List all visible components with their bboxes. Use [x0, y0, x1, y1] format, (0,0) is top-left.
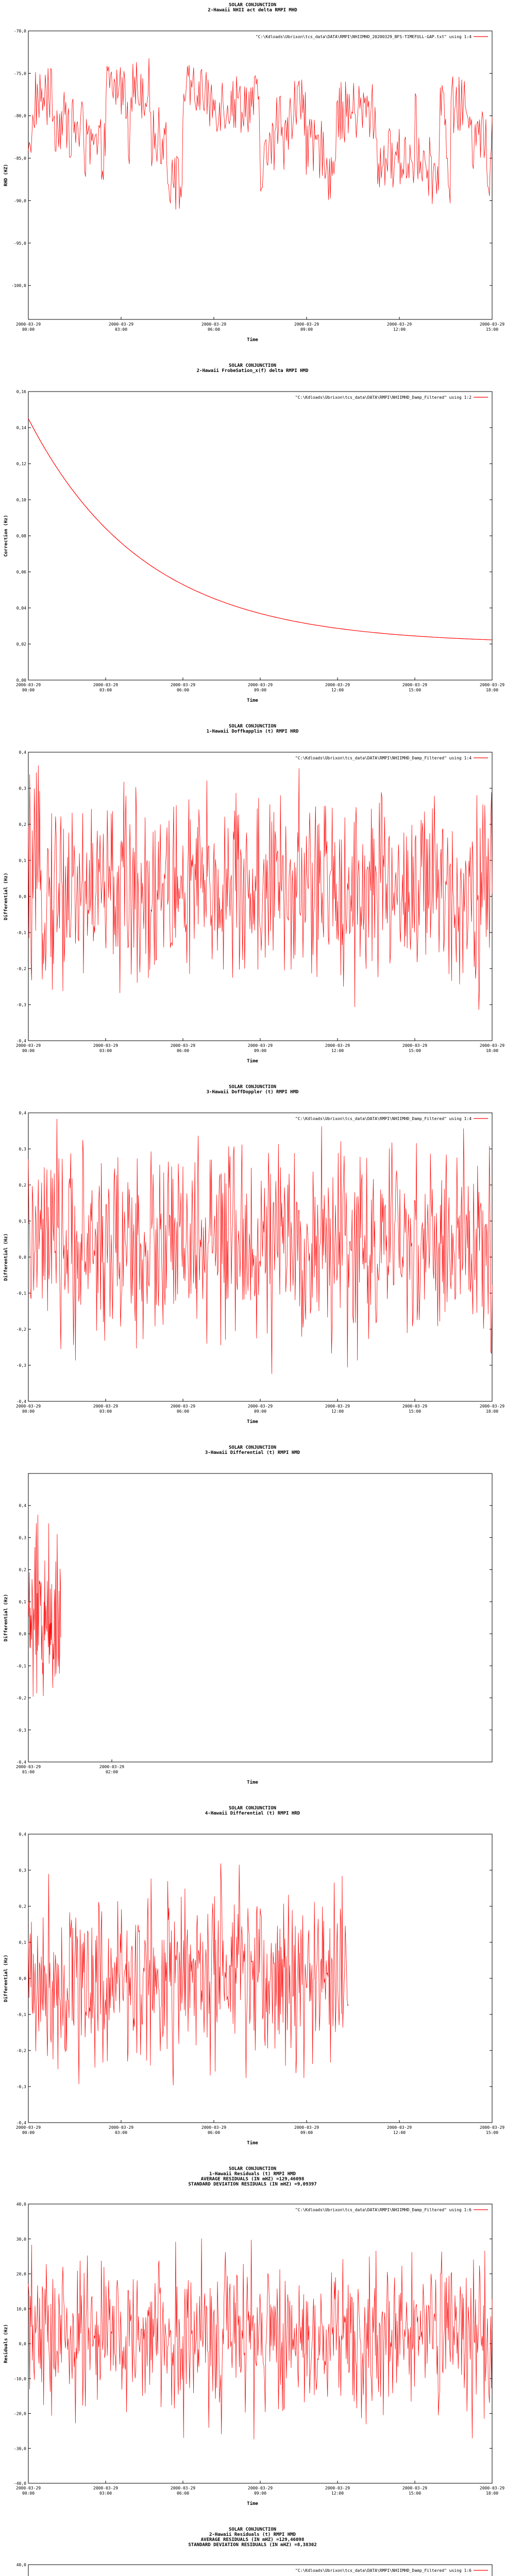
- y-tick-label: 0,0: [19, 1255, 26, 1260]
- x-tick-label: 2000-03-29: [15, 1043, 41, 1048]
- x-tick-label: 00:00: [22, 327, 35, 332]
- x-tick-label: 00:00: [22, 688, 35, 692]
- x-tick-label: 2000-03-29: [93, 683, 119, 687]
- x-tick-label: 12:00: [331, 1409, 344, 1414]
- x-tick-label: 03:00: [99, 1048, 112, 1053]
- x-tick-label: 18:00: [485, 1409, 499, 1414]
- x-tick-label: 2000-03-29: [93, 2486, 119, 2490]
- series-line: [28, 58, 492, 210]
- x-tick-label: 2000-03-29: [247, 1043, 273, 1048]
- y-tick-label: 0,3: [19, 1868, 26, 1873]
- y-tick-label: 10,0: [16, 2307, 26, 2312]
- x-tick-label: 01:00: [22, 1770, 35, 1774]
- y-tick-label: -0,3: [16, 1727, 26, 1733]
- chart-title-line: AVERAGE RESIDUALS (IN mHZ) =129,46098: [200, 2537, 305, 2543]
- y-tick-label: 0,3: [19, 1535, 26, 1540]
- x-tick-label: 2000-03-29: [294, 2125, 319, 2130]
- y-axis-label: Differential (Hz): [4, 1954, 9, 2003]
- x-axis-label: Time: [247, 1059, 258, 1064]
- chart-title-line: SOLAR CONJUNCTION: [228, 1445, 277, 1450]
- x-tick-label: 2000-03-29: [479, 683, 505, 687]
- chart-title-line: SOLAR CONJUNCTION: [228, 2166, 277, 2172]
- chart-title-line: AVERAGE RESIDUALS (IN mHZ) =129,46098: [200, 2177, 305, 2182]
- x-tick-label: 2000-03-29: [170, 1043, 196, 1048]
- y-tick-label: -90,0: [13, 198, 26, 204]
- x-tick-label: 2000-03-29: [170, 683, 196, 687]
- y-axis-label: Residuals (Hz): [4, 2324, 9, 2363]
- series-line: [28, 419, 492, 640]
- y-tick-label: -70,0: [13, 29, 26, 33]
- y-tick-label: -0,4: [16, 1039, 26, 1043]
- x-tick-label: 06:00: [207, 327, 221, 332]
- x-tick-label: 09:00: [254, 1409, 267, 1414]
- y-tick-label: -0,1: [16, 2012, 26, 2017]
- y-tick-label: 0,1: [19, 1219, 26, 1224]
- x-tick-label: 00:00: [22, 1048, 35, 1053]
- x-tick-label: 12:00: [331, 1048, 344, 1053]
- x-tick-label: 03:00: [99, 1409, 112, 1414]
- x-tick-label: 15:00: [485, 2130, 499, 2135]
- y-tick-label: 0,0: [19, 1976, 26, 1981]
- y-axis-label: Differential (Hz): [4, 872, 9, 921]
- series-line: [28, 766, 492, 1010]
- x-tick-label: 06:00: [207, 2130, 221, 2135]
- x-tick-label: 12:00: [331, 2491, 344, 2496]
- chart-panel-8: [0, 2524, 505, 2576]
- x-tick-label: 09:00: [300, 2130, 313, 2135]
- y-tick-label: -0,2: [16, 1696, 26, 1701]
- y-tick-label: -85,0: [13, 156, 26, 161]
- x-tick-label: 2000-03-29: [402, 1404, 428, 1409]
- x-tick-label: 09:00: [254, 2491, 267, 2496]
- x-tick-label: 2000-03-29: [15, 2125, 41, 2130]
- chart-title-line: STANDARD DEVIATION RESIDUALS (IN mHZ) =9,09397: [188, 2182, 317, 2187]
- y-axis-label: Correction (Hz): [4, 515, 9, 557]
- y-tick-label: -0,1: [16, 1291, 26, 1296]
- series-line: [28, 1515, 61, 1697]
- y-tick-label: 40,0: [16, 2563, 26, 2567]
- chart-svg-4: [0, 1082, 505, 1443]
- legend-entry: "C:\Kdloads\Ubrixon\tcs_data\DATA\RMPI\NHIIMHD_Damp_Filtered" using 1:4: [295, 756, 472, 760]
- y-tick-label: -0,2: [16, 2048, 26, 2053]
- chart-panel-1: [0, 0, 505, 361]
- y-tick-label: 0,4: [19, 1111, 26, 1115]
- y-tick-label: -0,3: [16, 1003, 26, 1007]
- x-tick-label: 2000-03-29: [325, 1404, 350, 1409]
- y-tick-label: -0,3: [16, 2084, 26, 2089]
- x-axis-label: Time: [247, 2501, 258, 2506]
- y-tick-label: -75,0: [13, 71, 26, 76]
- x-axis-label: Time: [247, 2141, 258, 2146]
- x-tick-label: 2000-03-29: [386, 2125, 412, 2130]
- chart-title-line: 2-Hawaii FrobeSation_x(f) delta RMPI HMD: [196, 368, 309, 374]
- chart-svg-2: [0, 361, 505, 721]
- y-tick-label: -0,4: [16, 1760, 26, 1765]
- y-tick-label: 0,2: [19, 1904, 26, 1909]
- y-tick-label: 0,1: [19, 1599, 26, 1604]
- x-axis-label: Time: [247, 337, 258, 343]
- x-tick-label: 2000-03-29: [93, 1404, 119, 1409]
- y-tick-label: -0,1: [16, 1664, 26, 1669]
- x-tick-label: 18:00: [485, 2491, 499, 2496]
- chart-title-line: 2-Hawaii NHII act delta RMPI MHD: [208, 8, 297, 13]
- chart-svg-6: [0, 1803, 505, 2164]
- x-tick-label: 18:00: [485, 688, 499, 692]
- x-tick-label: 2000-03-29: [325, 1043, 350, 1048]
- x-tick-label: 2000-03-29: [479, 1404, 505, 1409]
- chart-title-line: 4-Hawaii Differential (t) RMPI HRD: [205, 1811, 300, 1816]
- x-tick-label: 2000-03-29: [108, 322, 134, 327]
- y-tick-label: 0,0: [19, 894, 26, 899]
- chart-panel-4: [0, 1082, 505, 1443]
- y-axis-label: Differential (Hz): [4, 1594, 9, 1642]
- chart-title-line: 2-Hawaii Residuals (t) RMPI HMD: [209, 2532, 296, 2537]
- x-tick-label: 2000-03-29: [99, 1765, 125, 1769]
- x-tick-label: 00:00: [22, 2491, 35, 2496]
- x-tick-label: 02:00: [105, 1770, 119, 1774]
- x-tick-label: 2000-03-29: [201, 322, 227, 327]
- y-tick-label: 0,16: [16, 389, 26, 394]
- x-tick-label: 2000-03-29: [402, 2486, 428, 2490]
- x-tick-label: 2000-03-29: [170, 1404, 196, 1409]
- legend-entry: "C:\Kdloads\Ubrixon\tcs_data\DATA\RMPI\NHIIMHD_20200329_BFS-TIMEFULL-GAP.txt" using 1:4: [255, 35, 472, 39]
- y-tick-label: 0,0: [19, 1632, 26, 1637]
- y-tick-label: -0,4: [16, 1399, 26, 1404]
- y-tick-label: -0,4: [16, 2121, 26, 2125]
- chart-title-line: SOLAR CONJUNCTION: [228, 2527, 277, 2532]
- y-tick-label: -30,0: [13, 2446, 26, 2451]
- chart-panel-3: [0, 721, 505, 1082]
- chart-title-line: 3-Hawaii Differential (t) RMPI HMD: [205, 1450, 300, 1455]
- x-tick-label: 15:00: [485, 327, 499, 332]
- x-tick-label: 00:00: [22, 1409, 35, 1414]
- legend-entry: "C:\Kdloads\Ubrixon\tcs_data\DATA\RMPI\NHIIMHD_Damp_Filtered" using 1:6: [295, 2208, 472, 2212]
- y-tick-label: -0,2: [16, 967, 26, 971]
- y-tick-label: 0,2: [19, 1183, 26, 1188]
- y-tick-label: -80,0: [13, 113, 26, 118]
- x-tick-label: 2000-03-29: [15, 1765, 41, 1769]
- x-tick-label: 2000-03-29: [402, 683, 428, 687]
- x-tick-label: 09:00: [300, 327, 313, 332]
- y-tick-label: -0,2: [16, 1327, 26, 1332]
- y-tick-label: -0,1: [16, 930, 26, 935]
- chart-svg-5: [0, 1443, 505, 1803]
- y-tick-label: -20,0: [13, 2411, 26, 2416]
- x-tick-label: 06:00: [176, 2491, 190, 2496]
- x-tick-label: 12:00: [393, 327, 406, 332]
- chart-title-line: SOLAR CONJUNCTION: [228, 1806, 277, 1811]
- y-tick-label: 0,4: [19, 1503, 26, 1509]
- x-tick-label: 06:00: [176, 688, 190, 692]
- legend-entry: "C:\Kdloads\Ubrixon\tcs_data\DATA\RMPI\NHIIMHD_Damp_Filtered" using 1:2: [295, 395, 472, 400]
- y-tick-label: -0,3: [16, 1363, 26, 1368]
- y-tick-label: 0,1: [19, 1940, 26, 1945]
- chart-panel-5: [0, 1443, 505, 1803]
- y-tick-label: -95,0: [13, 241, 26, 246]
- chart-title-line: 3-Hawaii DoffDoppler (t) RMPI HMD: [206, 1090, 299, 1095]
- y-tick-label: 0,02: [16, 642, 26, 647]
- x-tick-label: 2000-03-29: [386, 322, 412, 327]
- chart-svg-8: [0, 2524, 505, 2576]
- x-tick-label: 2000-03-29: [479, 2125, 505, 2130]
- x-tick-label: 2000-03-29: [201, 2125, 227, 2130]
- x-tick-label: 2000-03-29: [247, 683, 273, 687]
- y-tick-label: -40,0: [13, 2481, 26, 2486]
- x-tick-label: 2000-03-29: [294, 322, 319, 327]
- y-tick-label: 0,4: [19, 750, 26, 755]
- y-tick-label: 0,2: [19, 822, 26, 827]
- x-tick-label: 03:00: [114, 2130, 128, 2135]
- series-line: [28, 1863, 348, 2086]
- chart-title-line: SOLAR CONJUNCTION: [228, 3, 277, 8]
- y-tick-label: 0,2: [19, 1567, 26, 1572]
- x-tick-label: 03:00: [114, 327, 128, 332]
- y-tick-label: 0,14: [16, 426, 26, 430]
- y-tick-label: 0,1: [19, 858, 26, 863]
- x-tick-label: 12:00: [393, 2130, 406, 2135]
- x-tick-label: 2000-03-29: [15, 2486, 41, 2490]
- chart-title-line: SOLAR CONJUNCTION: [228, 1084, 277, 1090]
- legend-entry: "C:\Kdloads\Ubrixon\tcs_data\DATA\RMPI\NHIIMHD_Damp_Filtered" using 1:6: [295, 2568, 472, 2573]
- y-tick-label: 0,3: [19, 1147, 26, 1151]
- chart-panel-6: [0, 1803, 505, 2164]
- x-tick-label: 2000-03-29: [15, 1404, 41, 1409]
- x-tick-label: 2000-03-29: [479, 1043, 505, 1048]
- x-tick-label: 2000-03-29: [479, 2486, 505, 2490]
- x-axis-label: Time: [247, 1419, 258, 1425]
- chart-title-line: SOLAR CONJUNCTION: [228, 724, 277, 729]
- x-tick-label: 03:00: [99, 688, 112, 692]
- y-axis-label: Differential (Hz): [4, 1233, 9, 1281]
- y-tick-label: -100,0: [11, 283, 26, 289]
- y-tick-label: 0,08: [16, 534, 26, 538]
- x-tick-label: 03:00: [99, 2491, 112, 2496]
- chart-svg-7: [0, 2164, 505, 2524]
- x-tick-label: 06:00: [176, 1048, 190, 1053]
- chart-panel-2: [0, 361, 505, 721]
- x-tick-label: 09:00: [254, 688, 267, 692]
- y-tick-label: 40,0: [16, 2202, 26, 2207]
- y-tick-label: 0,12: [16, 462, 26, 466]
- x-tick-label: 2000-03-29: [247, 2486, 273, 2490]
- y-tick-label: 0,00: [16, 678, 26, 683]
- x-tick-label: 15:00: [408, 2491, 422, 2496]
- x-tick-label: 2000-03-29: [93, 1043, 119, 1048]
- x-tick-label: 2000-03-29: [15, 322, 41, 327]
- y-tick-label: 0,0: [19, 2342, 26, 2346]
- y-tick-label: 0,3: [19, 786, 26, 791]
- series-line: [28, 1119, 492, 1374]
- x-tick-label: 2000-03-29: [15, 683, 41, 687]
- x-tick-label: 2000-03-29: [479, 322, 505, 327]
- x-tick-label: 15:00: [408, 688, 422, 692]
- y-axis-label: RHD (HZ): [4, 164, 9, 187]
- x-axis-label: Time: [247, 698, 258, 703]
- x-tick-label: 09:00: [254, 1048, 267, 1053]
- chart-svg-3: [0, 721, 505, 1082]
- plot-frame: [28, 1834, 492, 2123]
- x-tick-label: 2000-03-29: [402, 1043, 428, 1048]
- y-tick-label: 30,0: [16, 2236, 26, 2242]
- x-tick-label: 2000-03-29: [108, 2125, 134, 2130]
- chart-title-line: 1-Hawaii Residuals (t) RMPI HMD: [209, 2172, 296, 2177]
- x-tick-label: 15:00: [408, 1409, 422, 1414]
- chart-title-line: 1-Hawaii Doffkapplin (t) RMPI HRD: [206, 729, 299, 734]
- y-tick-label: 0,10: [16, 498, 26, 502]
- x-tick-label: 15:00: [408, 1048, 422, 1053]
- x-tick-label: 2000-03-29: [325, 2486, 350, 2490]
- chart-svg-1: [0, 0, 505, 361]
- x-tick-label: 12:00: [331, 688, 344, 692]
- x-axis-label: Time: [247, 1780, 258, 1785]
- y-tick-label: 0,04: [16, 606, 26, 611]
- plot-frame: [28, 1473, 492, 1762]
- y-tick-label: 0,4: [19, 1832, 26, 1837]
- x-tick-label: 06:00: [176, 1409, 190, 1414]
- series-line: [28, 2239, 492, 2439]
- x-tick-label: 2000-03-29: [247, 1404, 273, 1409]
- y-tick-label: 20,0: [16, 2272, 26, 2277]
- plot-frame: [28, 1113, 492, 1401]
- chart-panel-7: [0, 2164, 505, 2524]
- chart-title-line: STANDARD DEVIATION RESIDUALS (IN mHZ) =8,38302: [188, 2543, 317, 2548]
- legend-entry: "C:\Kdloads\Ubrixon\tcs_data\DATA\RMPI\NHIIMHD_Damp_Filtered" using 1:4: [295, 1116, 472, 1121]
- x-tick-label: 2000-03-29: [325, 683, 350, 687]
- x-tick-label: 00:00: [22, 2130, 35, 2135]
- chart-title-line: SOLAR CONJUNCTION: [228, 363, 277, 368]
- x-tick-label: 18:00: [485, 1048, 499, 1053]
- y-tick-label: -10,0: [13, 2376, 26, 2381]
- x-tick-label: 2000-03-29: [170, 2486, 196, 2490]
- y-tick-label: 0,06: [16, 570, 26, 574]
